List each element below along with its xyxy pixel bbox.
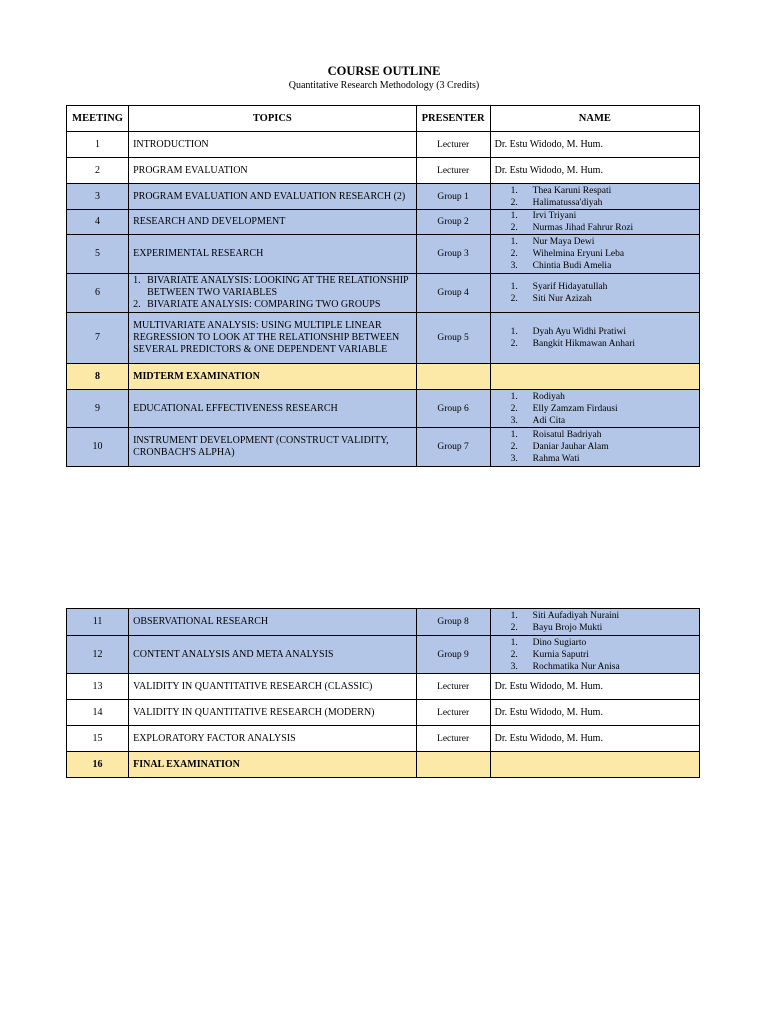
topic-item-number: 1. <box>133 275 141 286</box>
meeting-cell: 12 <box>67 636 129 674</box>
member-number: 1. <box>510 430 518 440</box>
topic-cell: VALIDITY IN QUANTITATIVE RESEARCH (CLASSIC) <box>129 674 416 700</box>
member-number: 3. <box>510 454 518 464</box>
meeting-cell: 6 <box>67 274 129 313</box>
member-item <box>495 637 695 649</box>
member-name: Siti Nur Azizah <box>532 294 592 304</box>
member-number: 1. <box>510 211 518 221</box>
presenter-cell <box>416 752 490 778</box>
table-row <box>67 313 700 364</box>
meeting-cell: 7 <box>67 313 129 364</box>
name-cell <box>490 313 699 364</box>
meeting-cell: 9 <box>67 390 129 428</box>
meeting-cell: 8 <box>67 364 129 390</box>
topic-cell <box>129 274 416 313</box>
member-name: Rahma Wati <box>532 454 580 464</box>
member-number: 1. <box>510 637 518 648</box>
member-name: Wihelmina Eryuni Leba <box>532 249 625 259</box>
member-name: Elly Zamzam Firdausi <box>532 403 618 414</box>
course-outline-table-part-2 <box>66 608 700 778</box>
member-name: Kurnia Saputri <box>532 649 589 660</box>
member-number: 1. <box>510 391 518 402</box>
member-item <box>495 236 695 248</box>
topic-cell: PROGRAM EVALUATION AND EVALUATION RESEARCH (2) <box>129 184 416 210</box>
topic-cell: PROGRAM EVALUATION <box>129 158 416 184</box>
member-number: 2. <box>510 623 518 633</box>
name-cell: Dr. Estu Widodo, M. Hum. <box>490 674 699 700</box>
meeting-cell: 14 <box>67 700 129 726</box>
name-cell: Dr. Estu Widodo, M. Hum. <box>490 726 699 752</box>
name-cell <box>490 210 699 235</box>
table-row <box>67 132 700 158</box>
presenter-cell: Group 3 <box>416 235 490 274</box>
meeting-cell: 15 <box>67 726 129 752</box>
member-list <box>495 391 695 427</box>
member-name: Roisatul Badriyah <box>532 430 602 440</box>
member-item <box>495 415 695 427</box>
topic-cell: RESEARCH AND DEVELOPMENT <box>129 210 416 235</box>
member-name: Syarif Hidayatullah <box>532 282 608 292</box>
topic-cell: INSTRUMENT DEVELOPMENT (CONSTRUCT VALIDITY, CRONBACH'S ALPHA) <box>129 428 416 467</box>
topic-cell: FINAL EXAMINATION <box>129 752 416 778</box>
member-list <box>495 637 695 673</box>
member-item <box>495 210 695 222</box>
member-name: Nurmas Jihad Fahrur Rozi <box>532 223 634 233</box>
presenter-cell: Group 5 <box>416 313 490 364</box>
topic-cell: OBSERVATIONAL RESEARCH <box>129 609 416 636</box>
meeting-cell: 1 <box>67 132 129 158</box>
member-number: 2. <box>510 294 518 304</box>
name-cell <box>490 364 699 390</box>
member-number: 2. <box>510 339 518 349</box>
topic-cell: VALIDITY IN QUANTITATIVE RESEARCH (MODERN) <box>129 700 416 726</box>
presenter-cell <box>416 364 490 390</box>
name-cell <box>490 428 699 467</box>
member-item <box>495 429 695 441</box>
topic-item <box>133 299 411 311</box>
member-name: Halimatussa'diyah <box>532 197 603 208</box>
meeting-cell: 4 <box>67 210 129 235</box>
table-row <box>67 184 700 210</box>
presenter-cell: Lecturer <box>416 726 490 752</box>
table-row <box>67 636 700 674</box>
table-row <box>67 726 700 752</box>
member-item <box>495 281 695 293</box>
member-item <box>495 248 695 260</box>
table-row <box>67 609 700 636</box>
member-number: 1. <box>510 327 518 337</box>
member-name: Dino Sugiarto <box>532 637 587 648</box>
topic-cell: CONTENT ANALYSIS AND META ANALYSIS <box>129 636 416 674</box>
member-number: 1. <box>510 611 518 621</box>
member-item <box>495 260 695 272</box>
presenter-cell: Group 7 <box>416 428 490 467</box>
member-number: 2. <box>510 649 518 660</box>
name-cell <box>490 235 699 274</box>
presenter-cell: Group 1 <box>416 184 490 210</box>
member-list <box>495 185 695 209</box>
name-cell <box>490 184 699 210</box>
name-cell: Dr. Estu Widodo, M. Hum. <box>490 700 699 726</box>
table-row <box>67 390 700 428</box>
member-name: Daniar Jauhar Alam <box>532 442 609 452</box>
member-number: 3. <box>510 661 518 672</box>
member-number: 3. <box>510 415 518 426</box>
member-number: 2. <box>510 223 518 233</box>
table-row <box>67 428 700 467</box>
topic-cell: EXPLORATORY FACTOR ANALYSIS <box>129 726 416 752</box>
topic-cell: MIDTERM EXAMINATION <box>129 364 416 390</box>
presenter-cell: Group 8 <box>416 609 490 636</box>
name-cell <box>490 274 699 313</box>
member-name: Dyah Ayu Widhi Pratiwi <box>532 327 626 337</box>
member-item <box>495 441 695 453</box>
member-number: 2. <box>510 197 518 208</box>
member-number: 1. <box>510 282 518 292</box>
name-cell <box>490 609 699 636</box>
table-row <box>67 700 700 726</box>
member-number: 3. <box>510 261 518 271</box>
course-outline-table-part-1 <box>66 105 700 467</box>
meeting-cell: 10 <box>67 428 129 467</box>
presenter-cell: Lecturer <box>416 674 490 700</box>
meeting-cell: 3 <box>67 184 129 210</box>
member-item <box>495 197 695 209</box>
header-name: NAME <box>490 106 699 132</box>
meeting-cell: 5 <box>67 235 129 274</box>
header-topics: TOPICS <box>129 106 416 132</box>
name-cell: Dr. Estu Widodo, M. Hum. <box>490 158 699 184</box>
member-name: Siti Aufadiyah Nuraini <box>532 611 620 621</box>
name-cell <box>490 390 699 428</box>
meeting-cell: 16 <box>67 752 129 778</box>
member-list <box>495 610 695 634</box>
member-list <box>495 429 695 465</box>
header-presenter: PRESENTER <box>416 106 490 132</box>
table-row <box>67 210 700 235</box>
member-name: Adi Cita <box>532 415 566 426</box>
name-cell <box>490 752 699 778</box>
member-name: Chintia Budi Amelia <box>532 261 612 271</box>
document-title: COURSE OUTLINE <box>327 64 441 78</box>
topic-item-number: 2. <box>133 299 141 310</box>
member-name: Rodiyah <box>532 391 565 402</box>
member-item <box>495 622 695 634</box>
member-item <box>495 338 695 350</box>
member-number: 1. <box>510 237 518 247</box>
table-row <box>67 752 700 778</box>
member-item <box>495 649 695 661</box>
table-row <box>67 158 700 184</box>
member-item <box>495 453 695 465</box>
member-item <box>495 403 695 415</box>
member-item <box>495 222 695 234</box>
topic-item-text: BIVARIATE ANALYSIS: COMPARING TWO GROUPS <box>147 299 381 310</box>
presenter-cell: Group 6 <box>416 390 490 428</box>
table-row <box>67 674 700 700</box>
member-item <box>495 661 695 673</box>
member-number: 1. <box>510 185 518 196</box>
member-number: 2. <box>510 249 518 259</box>
meeting-cell: 2 <box>67 158 129 184</box>
topic-cell: EXPERIMENTAL RESEARCH <box>129 235 416 274</box>
topic-cell: MULTIVARIATE ANALYSIS: USING MULTIPLE LINEAR REGRESSION TO LOOK AT THE RELATIONSHIP BETWEEN SEVERAL PREDICTORS & ONE DEPENDENT VARIABLE <box>129 313 416 364</box>
member-name: Bangkit Hikmawan Anhari <box>532 339 636 349</box>
member-number: 2. <box>510 403 518 414</box>
member-item <box>495 293 695 305</box>
member-item <box>495 391 695 403</box>
member-list <box>495 326 695 350</box>
member-name: Rochmatika Nur Anisa <box>532 661 620 672</box>
table-row <box>67 364 700 390</box>
presenter-cell: Group 2 <box>416 210 490 235</box>
member-list <box>495 210 695 234</box>
table-row <box>67 235 700 274</box>
presenter-cell: Lecturer <box>416 158 490 184</box>
topic-list <box>133 275 411 311</box>
document-subtitle: Quantitative Research Methodology (3 Credits) <box>288 80 480 91</box>
table-row <box>67 274 700 313</box>
topic-cell: EDUCATIONAL EFFECTIVENESS RESEARCH <box>129 390 416 428</box>
member-number: 2. <box>510 442 518 452</box>
member-name: Thea Karuni Respati <box>532 185 612 196</box>
table-header-row <box>67 106 700 132</box>
name-cell <box>490 636 699 674</box>
topic-item-text: BIVARIATE ANALYSIS: LOOKING AT THE RELATIONSHIP BETWEEN TWO VARIABLES <box>147 275 409 298</box>
presenter-cell: Group 4 <box>416 274 490 313</box>
member-list <box>495 236 695 272</box>
topic-item <box>133 275 411 299</box>
meeting-cell: 11 <box>67 609 129 636</box>
member-name: Nur Maya Dewi <box>532 237 595 247</box>
member-item <box>495 185 695 197</box>
name-cell: Dr. Estu Widodo, M. Hum. <box>490 132 699 158</box>
presenter-cell: Group 9 <box>416 636 490 674</box>
header-meeting: MEETING <box>67 106 129 132</box>
meeting-cell: 13 <box>67 674 129 700</box>
presenter-cell: Lecturer <box>416 700 490 726</box>
member-item <box>495 326 695 338</box>
member-item <box>495 610 695 622</box>
member-name: Bayu Brojo Mukti <box>532 623 603 633</box>
member-list <box>495 281 695 305</box>
topic-cell: INTRODUCTION <box>129 132 416 158</box>
presenter-cell: Lecturer <box>416 132 490 158</box>
member-name: Irvi Triyani <box>532 211 577 221</box>
